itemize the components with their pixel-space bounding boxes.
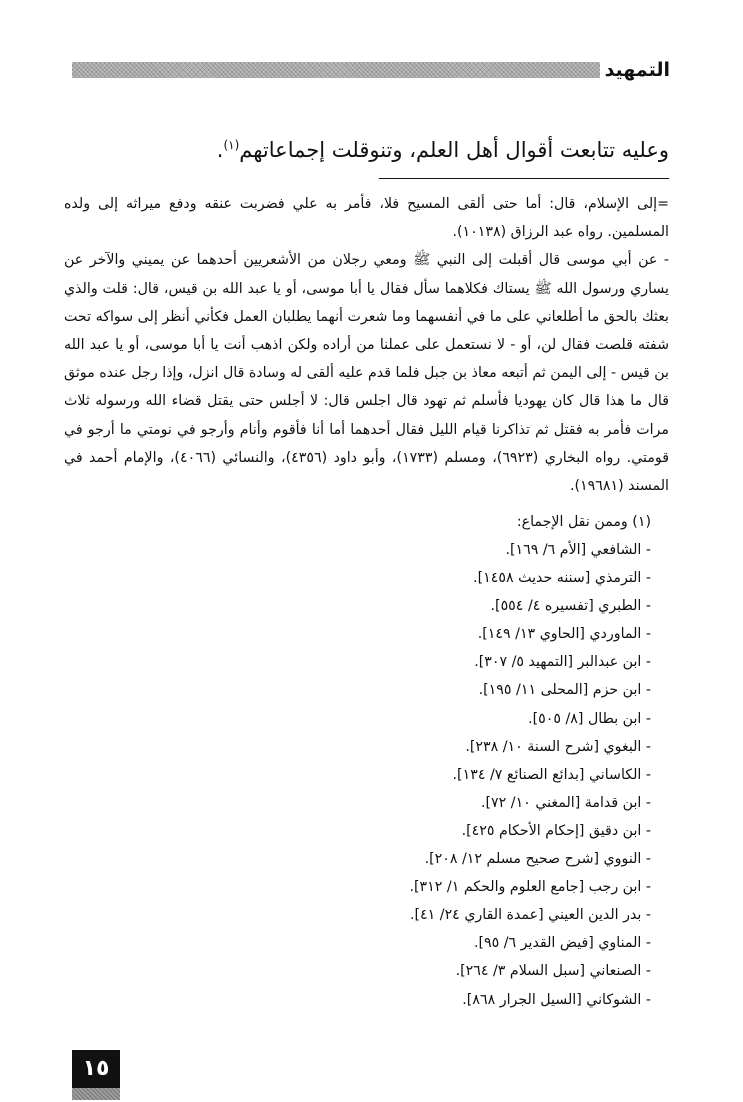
footnote-reference[interactable]: (١)	[223, 138, 240, 152]
consensus-item-shafii: - الشافعي [الأم ٦/ ١٦٩].	[505, 542, 651, 558]
consensus-item-baghawi: - البغوي [شرح السنة ١٠/ ٢٣٨].	[465, 738, 651, 755]
running-header	[72, 58, 670, 84]
header-decorative-bar	[72, 62, 600, 78]
consensus-item-tirmidhi: - الترمذي [سننه حديث ١٤٥٨].	[473, 570, 651, 587]
consensus-item-ibn-hazm: - ابن حزم [المحلى ١١/ ١٩٥].	[478, 682, 651, 699]
footnote-paragraph: =إلى الإسلام، قال: أما حتى ألقى المسيح فلا، فأمر به علي فضربت عنقه ودفع ميراثه إلى ولده المسلمين. رواه عبد الرزاق (١٠١٣٨).	[64, 196, 669, 241]
consensus-item-ibn-abdulbarr: - ابن عبدالبر [التمهيد ٥/ ٣٠٧].	[474, 654, 651, 671]
main-sentence-end: .	[216, 138, 224, 162]
consensus-footnote	[91, 508, 651, 1014]
consensus-item-sanani: - الصنعاني [سبل السلام ٣/ ٢٦٤].	[455, 963, 651, 980]
consensus-item-munawi: - المناوي [فيض القدير ٦/ ٩٥].	[473, 935, 651, 952]
consensus-item-ayni: - بدر الدين العيني [عمدة القاري ٢٤/ ٤١].	[409, 907, 651, 924]
page-number: ١٥	[72, 1050, 120, 1088]
footnote-separator	[379, 178, 669, 179]
main-paragraph	[109, 127, 669, 168]
consensus-list	[91, 536, 651, 1014]
consensus-item-ibn-qudamah: - ابن قدامة [المغني ١٠/ ٧٢].	[480, 794, 651, 811]
page-number-decoration	[72, 1088, 120, 1100]
consensus-item-ibn-battal: - ابن بطال [٨/ ٥٠٥].	[528, 710, 651, 727]
consensus-item-ibn-daqiq: - ابن دقيق [إحكام الأحكام ٤٢٥].	[461, 822, 651, 839]
consensus-item-ibn-rajab: - ابن رجب [جامع العلوم والحكم ١/ ٣١٢].	[409, 879, 651, 896]
consensus-item-kasani: - الكاساني [بدائع الصنائع ٧/ ١٣٤].	[452, 766, 651, 783]
consensus-item-mawardi: - الماوردي [الحاوي ١٣/ ١٤٩].	[477, 626, 651, 643]
consensus-item-nawawi: - النووي [شرح صحيح مسلم ١٢/ ٢٠٨].	[424, 851, 651, 868]
footnote-paragraph: - عن أبي موسى قال أقبلت إلى النبي ﷺ ومعي رجلان من الأشعريين أحدهما عن يميني والآخر عن يساري ورسول الله ﷺ يستاك فكلاهما سأل فقال يا أبا موسى، أو يا عبد الله بن قيس، قال: قلت والذي بعثك بالحق ما أطلعاني على ما في أنفسهما وما شعرت أنهما يطلبان العمل فكأني أنظر إلى سواكه تحت شفته قلصت فقال لن، أو - لا نستعمل على عملنا من أراده ولكن اذهب أنت يا أبا موسى، أو يا عبد الله بن قيس - إلى اليمن ثم أتبعه معاذ بن جبل فلما قدم عليه ألقى له وسادة قال انزل، وإذا رجل عنده موثق قال ما هذا قال كان يهوديا فأسلم ثم تهود قال اجلس قال: لا أجلس حتى يقتل قضاء الله ورسوله ثلاث مرات فأمر به فقتل ثم تذاكرنا قيام الليل فقال أحدهما أما أنا فأقوم وأنام وأرجو في نومتي ما أرجو في قومتي. رواه البخاري (٦٩٢٣)، ومسلم (١٧٣٣)، وأبو داود (٤٣٥٦)، والنسائي (٤٠٦٦)، والإمام أحمد في المسند (١٩٦٨١).	[64, 252, 670, 495]
consensus-item-shawkani: - الشوكاني [السيل الجرار ٨٦٨].	[462, 991, 651, 1008]
chapter-title: التمهيد	[604, 59, 670, 81]
main-sentence: وعليه تتابعت أقوال أهل العلم، وتنوقلت إجماعاتهم	[239, 138, 669, 162]
consensus-intro: (١) وممن نقل الإجماع:	[516, 514, 651, 530]
footnote-continuation	[64, 190, 669, 500]
consensus-item-tabari: - الطبري [تفسيره ٤/ ٥٥٤].	[490, 598, 651, 615]
